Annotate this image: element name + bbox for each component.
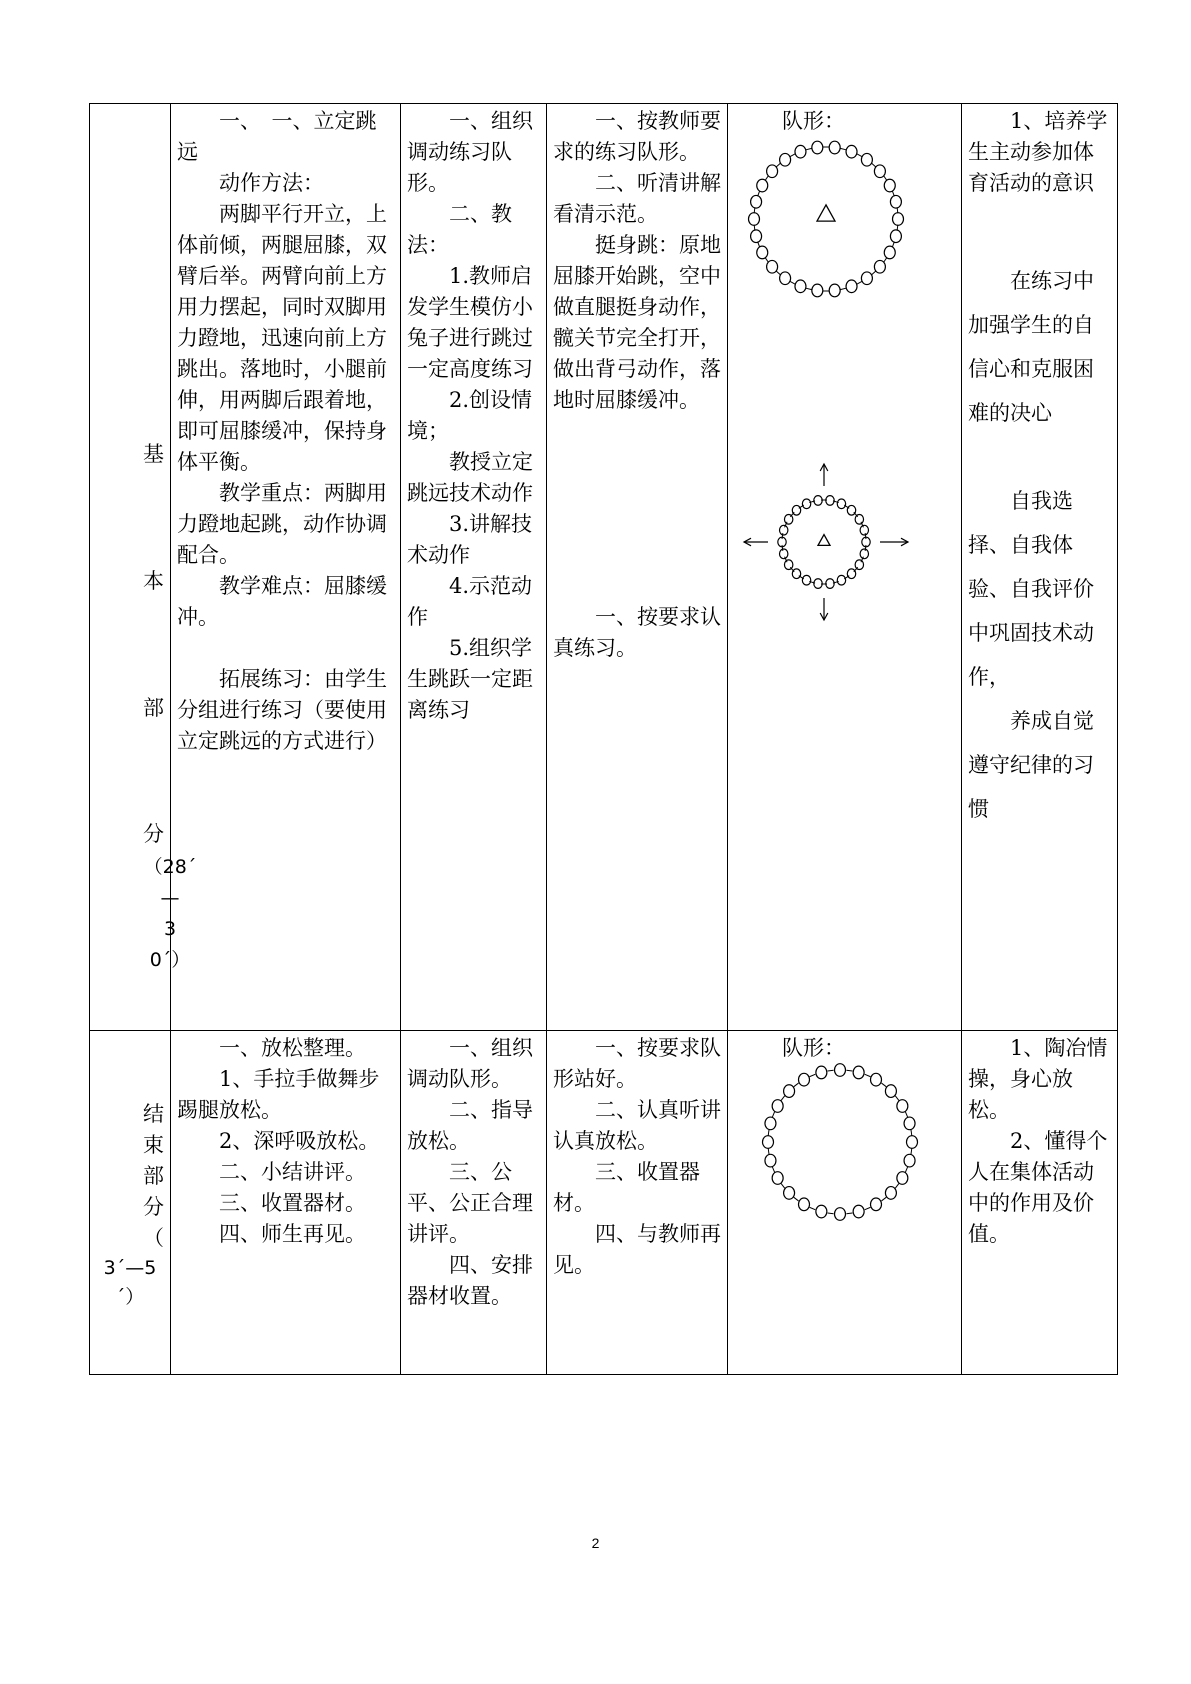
connector-line	[865, 1207, 871, 1209]
student-circle-icon	[861, 272, 872, 285]
student-circle-icon	[751, 195, 762, 208]
student-circle-icon	[904, 1154, 915, 1167]
connector-line	[772, 1167, 774, 1173]
student-circle-icon	[897, 1172, 908, 1185]
student-circle-icon	[812, 284, 823, 297]
connector-line	[765, 176, 768, 181]
connector-line	[840, 148, 846, 149]
section-char: 基	[143, 442, 164, 466]
student-circle-icon	[799, 1198, 810, 1211]
student-circle-icon	[780, 525, 788, 535]
student-circle-icon	[772, 1172, 783, 1185]
spacer	[553, 416, 721, 602]
connector-line	[865, 545, 866, 551]
student-circle-icon	[885, 1187, 896, 1200]
student-circle-icon	[802, 575, 810, 585]
student-circle-icon	[829, 141, 840, 154]
student-circle-icon	[837, 499, 845, 509]
content-item: 三、收置器材。	[219, 1191, 366, 1215]
student-circle-icon	[907, 1136, 918, 1149]
connector-line	[768, 1130, 769, 1136]
student-circle-icon	[835, 1064, 846, 1077]
section-char: 结	[143, 1102, 164, 1126]
connector-line	[794, 1197, 799, 1201]
student-circle-icon	[749, 213, 760, 226]
connector-line	[806, 288, 812, 289]
connector-line	[790, 154, 795, 157]
goal-item: 养成自觉遵守纪律的习惯	[968, 709, 1094, 821]
student-circle-icon	[814, 579, 822, 589]
spacer	[968, 435, 1111, 479]
student-circle-icon	[763, 1136, 774, 1149]
student-circle-icon	[780, 549, 788, 559]
section-label-ending	[90, 1031, 171, 1375]
teacher-item: 三、公平、公正合理讲评。	[407, 1160, 533, 1246]
teacher-activity-basic	[401, 104, 547, 1031]
student-circle-icon	[890, 230, 901, 243]
student-item: 四、与教师再见。	[553, 1222, 721, 1277]
spacer	[968, 199, 1111, 259]
student-activity-basic	[547, 104, 728, 1031]
connector-line	[905, 1167, 907, 1173]
connector-line	[768, 1148, 769, 1154]
section-time: 0´）	[149, 949, 191, 971]
connector-line	[865, 1074, 871, 1076]
content-title: 一、 一、立定跳远	[177, 109, 377, 164]
content-paragraph: 两脚平行开立，上体前倾，两腿屈膝，双臂后举。两臂向前上方用力摆起，同时双脚用力蹬地，迅速向前上方跳出。落地时，小腿前伸，用两脚后跟着地，即可屈膝缓冲，保持身体平衡。	[177, 202, 387, 474]
student-circle-icon	[855, 514, 863, 524]
connector-line	[776, 163, 780, 167]
student-circle-icon	[765, 1154, 776, 1167]
goal-item: 1、培养学生主动参加体育活动的意识	[968, 109, 1108, 195]
section-char: 分	[143, 1195, 164, 1219]
student-circle-icon	[885, 1085, 896, 1098]
student-circle-icon	[795, 280, 806, 293]
connector-line	[911, 1148, 912, 1154]
section-char: 束	[143, 1133, 164, 1157]
student-item: 挺身跳：原地屈膝开始跳，空中做直腿挺身动作，髋关节完全打开，做出背弓动作，落地时屈膝缓冲。	[553, 233, 721, 412]
student-circle-icon	[784, 560, 792, 570]
connector-line	[881, 1197, 886, 1201]
connector-line	[905, 1112, 907, 1118]
ending-section-row	[90, 1031, 1118, 1375]
student-circle-icon	[792, 505, 800, 515]
connector-line	[782, 545, 783, 551]
connector-line	[776, 271, 780, 275]
section-char: 部	[143, 1164, 164, 1188]
student-circle-icon	[816, 1066, 827, 1079]
student-item: 一、按要求认真练习。	[553, 605, 721, 660]
teacher-item: 四、安排器材收置。	[407, 1253, 533, 1308]
student-circle-icon	[897, 1100, 908, 1113]
connector-line	[846, 1070, 852, 1071]
extension-practice: 拓展练习：由学生分组进行练习（要使用立定跳远的方式进行）	[177, 667, 387, 753]
connector-line	[865, 533, 866, 539]
connector-line	[794, 1083, 799, 1087]
student-circle-icon	[884, 246, 895, 259]
spacer	[177, 633, 394, 664]
student-circle-icon	[871, 1198, 882, 1211]
student-circle-icon	[853, 1205, 864, 1218]
student-circle-icon	[861, 153, 872, 166]
student-circle-icon	[814, 496, 822, 506]
student-circle-icon	[884, 179, 895, 192]
student-circle-icon	[846, 145, 857, 158]
circle-formation-diagram	[728, 137, 960, 307]
student-circle-icon	[846, 280, 857, 293]
content-ending	[171, 1031, 401, 1375]
student-circle-icon	[772, 1100, 783, 1113]
teacher-item: 一、组织调动队形。	[407, 1036, 533, 1091]
teaching-key-point: 教学重点：两脚用力蹬地起跳，动作协调配合。	[177, 481, 387, 567]
teacher-item: 2.创设情境；	[407, 388, 533, 443]
student-circle-icon	[795, 145, 806, 158]
student-circle-icon	[784, 1085, 795, 1098]
student-circle-icon	[780, 272, 791, 285]
content-item: 二、小结讲评。	[219, 1160, 366, 1184]
page-number: 2	[591, 1535, 600, 1551]
student-circle-icon	[829, 284, 840, 297]
student-circle-icon	[799, 1073, 810, 1086]
student-circle-icon	[890, 195, 901, 208]
goal-item: 自我选择、自我体验、自我评价中巩固技术动作，	[968, 489, 1094, 689]
teaching-difficulty: 教学难点：屈膝缓冲。	[177, 574, 387, 629]
connector-line	[806, 148, 812, 149]
student-circle-icon	[784, 1187, 795, 1200]
content-paragraph: 动作方法：	[219, 171, 324, 195]
relaxation-circle-diagram	[728, 1064, 960, 1234]
goal-item: 在练习中加强学生的自信心和克服困难的决心	[968, 269, 1094, 425]
expanding-circle-formation-diagram	[728, 462, 960, 622]
connector-line	[828, 1070, 834, 1071]
student-circle-icon	[860, 549, 868, 559]
teacher-triangle-icon	[818, 535, 830, 546]
basic-section-row	[90, 104, 1118, 1031]
teacher-item: 5.组织学生跳跃一定距离练习	[407, 636, 533, 722]
student-circle-icon	[893, 213, 904, 226]
formation-label: 队形：	[782, 1036, 845, 1060]
student-circle-icon	[757, 179, 768, 192]
connector-line	[881, 1083, 886, 1087]
student-circle-icon	[757, 246, 768, 259]
connector-line	[810, 1207, 816, 1209]
student-circle-icon	[853, 1066, 864, 1079]
section-time: —	[160, 887, 180, 909]
student-circle-icon	[751, 230, 762, 243]
teacher-item: 二、指导放松。	[407, 1098, 533, 1153]
lesson-plan-table	[89, 103, 1118, 1375]
formation-basic	[728, 104, 962, 1031]
teacher-item: 一、组织调动练习队形。	[407, 109, 533, 195]
connector-line	[790, 281, 795, 284]
section-time: 3	[163, 918, 177, 940]
section-label-basic	[90, 104, 197, 1031]
student-circle-icon	[816, 1205, 827, 1218]
goal-item: 2、懂得个人在集体活动中的作用及价值。	[968, 1129, 1108, 1246]
student-item: 一、按教师要求的练习队形。	[553, 109, 721, 164]
student-circle-icon	[871, 1073, 882, 1086]
student-circle-icon	[802, 499, 810, 509]
content-item: 2、深呼吸放松。	[219, 1129, 380, 1153]
teacher-item: 1.教师启发学生模仿小兔子进行跳过一定高度练习	[407, 264, 533, 381]
connector-line	[772, 1112, 774, 1118]
section-time: ´）	[115, 1286, 145, 1308]
formation-ending	[728, 1031, 962, 1375]
connector-line	[781, 1183, 785, 1188]
connector-line	[840, 288, 846, 289]
student-circle-icon	[826, 579, 834, 589]
student-circle-icon	[826, 496, 834, 506]
connector-line	[911, 1130, 912, 1136]
connector-line	[871, 271, 875, 275]
section-time: （28´	[143, 856, 197, 878]
student-item: 三、收置器材。	[553, 1160, 700, 1215]
connector-line	[895, 1096, 899, 1101]
connector-line	[884, 257, 887, 262]
connector-line	[895, 1183, 899, 1188]
teacher-item: 二、教法：	[407, 202, 512, 257]
student-circle-icon	[812, 141, 823, 154]
teacher-item: 3.讲解技术动作	[407, 512, 533, 567]
formation-label: 队形：	[782, 109, 845, 133]
connector-line	[810, 1074, 816, 1076]
connector-line	[857, 281, 862, 284]
student-item: 一、按要求队形站好。	[553, 1036, 721, 1091]
student-activity-ending	[547, 1031, 728, 1375]
connector-line	[871, 163, 875, 167]
goals-basic	[962, 104, 1118, 1031]
goals-ending	[962, 1031, 1118, 1375]
teacher-item: 4.示范动作	[407, 574, 533, 629]
section-char: 本	[143, 569, 164, 593]
content-item: 一、放松整理。	[219, 1036, 366, 1060]
connector-line	[857, 154, 862, 157]
student-circle-icon	[837, 575, 845, 585]
connector-line	[846, 1213, 852, 1214]
teacher-item: 教授立定跳远技术动作	[407, 450, 533, 505]
connector-line	[828, 1213, 834, 1214]
content-item: 四、师生再见。	[219, 1222, 366, 1246]
teacher-activity-ending	[401, 1031, 547, 1375]
goal-item: 1、陶冶情操，身心放松。	[968, 1036, 1108, 1122]
teacher-triangle-icon	[817, 205, 835, 221]
student-circle-icon	[847, 569, 855, 579]
section-char: 部	[143, 696, 164, 720]
student-circle-icon	[904, 1117, 915, 1130]
student-circle-icon	[835, 1208, 846, 1221]
connector-line	[781, 1096, 785, 1101]
student-circle-icon	[765, 1117, 776, 1130]
student-item: 二、认真听讲认真放松。	[553, 1098, 721, 1153]
connector-line	[782, 533, 783, 539]
section-time: 3´—5	[103, 1257, 157, 1279]
content-item: 1、手拉手做舞步踢腿放松。	[177, 1067, 380, 1122]
section-char: 分	[143, 822, 164, 846]
student-circle-icon	[860, 525, 868, 535]
student-circle-icon	[780, 153, 791, 166]
student-item: 二、听清讲解看清示范。	[553, 171, 721, 226]
section-char: （	[143, 1226, 164, 1250]
